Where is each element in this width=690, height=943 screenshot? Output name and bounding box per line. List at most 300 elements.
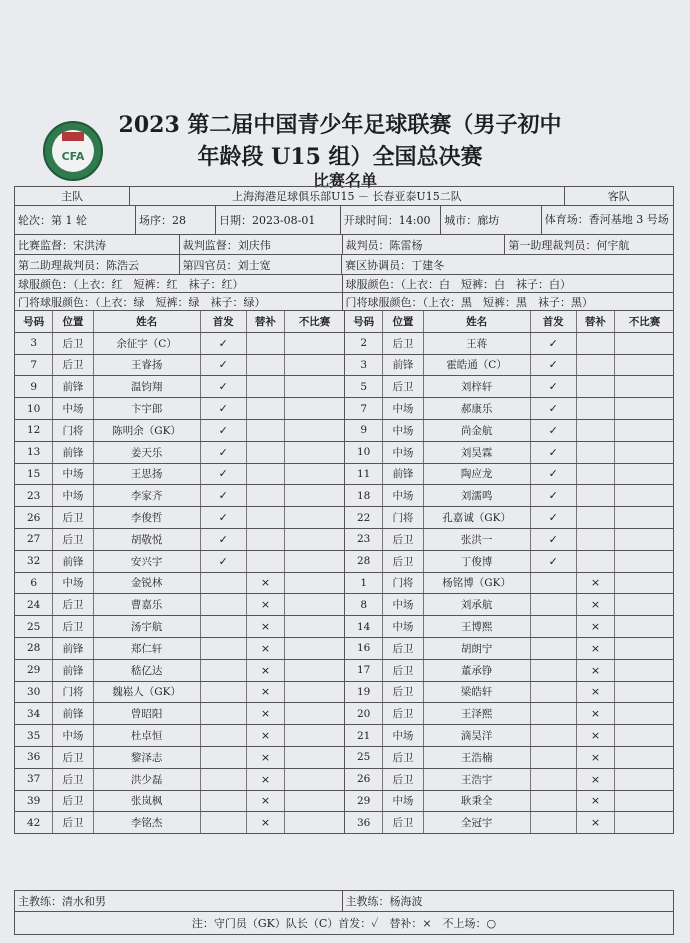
not-playing-mark-cell [285, 725, 344, 746]
player-number: 26 [345, 769, 383, 790]
table-row [14, 791, 674, 813]
player-position: 后卫 [383, 682, 423, 703]
player-name: 刘梓轩 [424, 376, 531, 397]
player-position: 前锋 [53, 442, 93, 463]
home-player [15, 573, 345, 594]
player-number: 39 [15, 791, 53, 812]
cross-icon: × [590, 816, 601, 830]
player-number: 32 [15, 551, 53, 572]
table-row [14, 551, 674, 573]
starter-mark-cell [201, 638, 247, 659]
player-position: 后卫 [53, 594, 93, 615]
player-number: 37 [15, 769, 53, 790]
starter-mark-cell [531, 507, 577, 528]
away-player [345, 812, 674, 833]
col-number: 号码 [15, 311, 53, 332]
player-name: 陈明余（GK） [94, 420, 201, 441]
player-position: 前锋 [53, 703, 93, 724]
check-icon: ✓ [548, 489, 558, 503]
not-playing-mark-cell [285, 573, 344, 594]
player-position: 门将 [53, 420, 93, 441]
starter-mark-cell [201, 333, 247, 354]
check-icon: ✓ [548, 402, 558, 416]
starter-mark-cell [201, 660, 247, 681]
home-player [15, 464, 345, 485]
player-name: 温钧翔 [94, 376, 201, 397]
substitute-mark-cell [247, 507, 285, 528]
player-position: 前锋 [53, 638, 93, 659]
player-position: 前锋 [53, 376, 93, 397]
col-substitute: 替补 [247, 311, 285, 332]
cross-icon: × [590, 794, 601, 808]
starter-mark-cell [201, 485, 247, 506]
player-number: 28 [15, 638, 53, 659]
substitute-mark-cell [577, 442, 615, 463]
player-position: 中场 [383, 442, 423, 463]
player-position: 中场 [53, 725, 93, 746]
player-name: 董承铮 [424, 660, 531, 681]
home-kit: 球服颜色：（上衣：红 短裤：红 袜子：红） [15, 275, 343, 292]
home-gk-kit: 门将球服颜色：（上衣：绿 短裤：绿 袜子：绿） [15, 293, 343, 310]
player-name: 曾昭阳 [94, 703, 201, 724]
player-number: 42 [15, 812, 53, 833]
player-position: 后卫 [53, 769, 93, 790]
check-icon: ✓ [548, 336, 558, 350]
player-name: 胡朗宁 [424, 638, 531, 659]
home-player [15, 682, 345, 703]
cross-icon: × [260, 729, 271, 743]
substitute-mark-cell [247, 551, 285, 572]
cross-icon: × [590, 663, 601, 677]
cross-icon: × [260, 772, 271, 786]
player-name: 霍皓通（C） [424, 355, 531, 376]
player-position: 中场 [53, 398, 93, 419]
player-name: 魏崧人（GK） [94, 682, 201, 703]
player-position: 中场 [383, 616, 423, 637]
not-playing-mark-cell [615, 616, 674, 637]
player-name: 李俊哲 [94, 507, 201, 528]
title-line-1: 2023 第二届中国青少年足球联赛（男子初中 [118, 112, 562, 138]
player-position: 中场 [383, 594, 423, 615]
substitute-mark-cell [577, 573, 615, 594]
home-player [15, 638, 345, 659]
player-position: 后卫 [383, 660, 423, 681]
col-not-playing: 不比赛 [298, 315, 331, 328]
player-name: 卞宇郎 [94, 398, 201, 419]
player-position: 门将 [53, 682, 93, 703]
check-icon: ✓ [218, 467, 228, 481]
cross-icon: × [590, 750, 601, 764]
away-player [345, 551, 674, 572]
substitute-mark-cell [577, 791, 615, 812]
substitute-mark-cell [577, 333, 615, 354]
subtitle: 比赛名单 [312, 171, 377, 190]
player-number: 10 [345, 442, 383, 463]
check-icon: ✓ [548, 554, 558, 568]
player-name: 曹嘉乐 [94, 594, 201, 615]
starter-mark-cell [531, 616, 577, 637]
table-row [14, 442, 674, 464]
home-player [15, 812, 345, 833]
matchup: 上海海港足球俱乐部U15 － 长春亚泰U15二队 [130, 187, 564, 205]
substitute-mark-cell [577, 812, 615, 833]
player-position: 中场 [383, 725, 423, 746]
not-playing-mark-cell [615, 594, 674, 615]
not-playing-mark-cell [285, 420, 344, 441]
starter-mark-cell [531, 398, 577, 419]
player-number: 23 [345, 529, 383, 550]
player-name: 汤宇航 [94, 616, 201, 637]
starter-mark-cell [531, 638, 577, 659]
starter-mark-cell [201, 376, 247, 397]
table-row [14, 485, 674, 507]
not-playing-mark-cell [285, 747, 344, 768]
starter-mark-cell [201, 442, 247, 463]
away-coach: 主教练：杨海波 [345, 895, 423, 908]
home-player [15, 398, 345, 419]
player-number: 25 [345, 747, 383, 768]
substitute-mark-cell [577, 616, 615, 637]
check-icon: ✓ [548, 380, 558, 394]
assistant-referee-1: 第一助理裁判员：何宇航 [508, 238, 630, 252]
col-starter: 首发 [531, 311, 577, 332]
starter-mark-cell [531, 464, 577, 485]
player-number: 35 [15, 725, 53, 746]
not-playing-mark-cell [285, 616, 344, 637]
player-position: 后卫 [383, 529, 423, 550]
player-position: 后卫 [53, 529, 93, 550]
not-playing-mark-cell [285, 507, 344, 528]
not-playing-mark-cell [615, 769, 674, 790]
home-player [15, 442, 345, 463]
starter-mark-cell [531, 725, 577, 746]
substitute-mark-cell [247, 529, 285, 550]
sheet-table [14, 186, 674, 834]
date: 日期：2023-08-01 [216, 206, 341, 234]
not-playing-mark-cell [285, 333, 344, 354]
substitute-mark-cell [247, 333, 285, 354]
not-playing-mark-cell [615, 442, 674, 463]
player-name: 姜天乐 [94, 442, 201, 463]
player-position: 前锋 [53, 660, 93, 681]
match-no: 场序：28 [136, 206, 216, 234]
substitute-mark-cell [247, 485, 285, 506]
player-number: 8 [345, 594, 383, 615]
player-position: 中场 [53, 464, 93, 485]
player-position: 中场 [383, 420, 423, 441]
city: 城市：廊坊 [441, 206, 541, 234]
check-icon: ✓ [548, 532, 558, 546]
starter-mark-cell [531, 791, 577, 812]
cross-icon: × [260, 707, 271, 721]
substitute-mark-cell [247, 812, 285, 833]
player-name: 刘濡鸣 [424, 485, 531, 506]
fourth-official: 第四官员：刘士宽 [180, 255, 343, 274]
logo-text: CFA [61, 150, 85, 163]
away-label: 客队 [607, 190, 630, 203]
cross-icon: × [260, 663, 271, 677]
away-player [345, 420, 674, 441]
not-playing-mark-cell [285, 660, 344, 681]
col-name: 姓名 [424, 311, 531, 332]
cross-icon: × [590, 641, 601, 655]
home-player [15, 355, 345, 376]
substitute-mark-cell [577, 507, 615, 528]
player-number: 34 [15, 703, 53, 724]
player-position: 中场 [383, 398, 423, 419]
away-player [345, 507, 674, 528]
not-playing-mark-cell [285, 485, 344, 506]
starter-mark-cell [201, 812, 247, 833]
not-playing-mark-cell [615, 398, 674, 419]
not-playing-mark-cell [285, 355, 344, 376]
not-playing-mark-cell [615, 573, 674, 594]
substitute-mark-cell [247, 660, 285, 681]
player-position: 后卫 [53, 747, 93, 768]
table-row [14, 682, 674, 704]
home-player [15, 769, 345, 790]
substitute-mark-cell [577, 660, 615, 681]
cross-icon: × [260, 816, 271, 830]
player-number: 30 [15, 682, 53, 703]
player-name: 金锐林 [94, 573, 201, 594]
player-number: 9 [345, 420, 383, 441]
not-playing-mark-cell [285, 529, 344, 550]
check-icon: ✓ [218, 402, 228, 416]
player-name: 孔嘉诚（GK） [424, 507, 531, 528]
starter-mark-cell [201, 551, 247, 572]
player-number: 15 [15, 464, 53, 485]
home-player [15, 660, 345, 681]
substitute-mark-cell [247, 573, 285, 594]
col-not-playing: 不比赛 [628, 315, 661, 328]
starter-mark-cell [531, 812, 577, 833]
player-position: 中场 [53, 573, 93, 594]
starter-mark-cell [531, 573, 577, 594]
starter-mark-cell [201, 573, 247, 594]
not-playing-mark-cell [615, 682, 674, 703]
check-icon: ✓ [218, 511, 228, 525]
substitute-mark-cell [577, 464, 615, 485]
not-playing-mark-cell [615, 333, 674, 354]
player-position: 后卫 [383, 638, 423, 659]
away-player [345, 398, 674, 419]
starter-mark-cell [531, 485, 577, 506]
starter-mark-cell [201, 355, 247, 376]
col-position: 位置 [53, 311, 93, 332]
check-icon: ✓ [548, 467, 558, 481]
round-row [14, 206, 674, 235]
away-player [345, 791, 674, 812]
player-number: 5 [345, 376, 383, 397]
player-position: 后卫 [383, 769, 423, 790]
legend-note: 注：守门员（GK）队长（C）首发：✓ 替补：× 不上场：○ [191, 917, 497, 930]
substitute-mark-cell [577, 398, 615, 419]
starter-mark-cell [531, 420, 577, 441]
player-number: 18 [345, 485, 383, 506]
away-player [345, 594, 674, 615]
player-name: 王浩宇 [424, 769, 531, 790]
player-position: 门将 [383, 507, 423, 528]
starter-mark-cell [531, 333, 577, 354]
cross-icon: × [260, 641, 271, 655]
table-row [14, 660, 674, 682]
substitute-mark-cell [247, 725, 285, 746]
away-gk-kit: 门将球服颜色：（上衣：黑 短裤：黑 袜子：黑） [345, 295, 594, 309]
check-icon: ✓ [548, 511, 558, 525]
substitute-mark-cell [247, 616, 285, 637]
player-position: 中场 [383, 791, 423, 812]
kit-row-2 [14, 293, 674, 311]
player-number: 24 [15, 594, 53, 615]
not-playing-mark-cell [615, 529, 674, 550]
player-number: 25 [15, 616, 53, 637]
player-number: 29 [345, 791, 383, 812]
table-row [14, 333, 674, 355]
not-playing-mark-cell [285, 551, 344, 572]
starter-mark-cell [201, 464, 247, 485]
substitute-mark-cell [247, 791, 285, 812]
not-playing-mark-cell [615, 355, 674, 376]
starter-mark-cell [201, 747, 247, 768]
player-number: 12 [15, 420, 53, 441]
home-header [15, 311, 345, 332]
col-starter: 首发 [201, 311, 247, 332]
starter-mark-cell [531, 355, 577, 376]
home-player [15, 376, 345, 397]
away-player [345, 376, 674, 397]
kickoff: 开球时间：14:00 [341, 206, 441, 234]
not-playing-mark-cell [615, 376, 674, 397]
referee: 裁判员：陈雷杨 [343, 235, 506, 254]
starter-mark-cell [201, 594, 247, 615]
starter-mark-cell [201, 769, 247, 790]
cross-icon: × [260, 598, 271, 612]
player-name: 王思扬 [94, 464, 201, 485]
round: 轮次：第 1 轮 [15, 206, 136, 234]
substitute-mark-cell [577, 376, 615, 397]
away-player [345, 333, 674, 354]
check-icon: ✓ [548, 423, 558, 437]
not-playing-mark-cell [615, 638, 674, 659]
table-row [14, 638, 674, 660]
player-number: 11 [345, 464, 383, 485]
substitute-mark-cell [577, 638, 615, 659]
not-playing-mark-cell [285, 682, 344, 703]
away-player [345, 769, 674, 790]
away-player [345, 442, 674, 463]
away-header [345, 311, 674, 332]
player-number: 22 [345, 507, 383, 528]
table-row [14, 812, 674, 834]
home-player [15, 485, 345, 506]
cross-icon: × [590, 620, 601, 634]
not-playing-mark-cell [615, 485, 674, 506]
check-icon: ✓ [548, 358, 558, 372]
col-position: 位置 [383, 311, 423, 332]
check-icon: ✓ [218, 380, 228, 394]
player-name: 王蒋 [424, 333, 531, 354]
not-playing-mark-cell [615, 747, 674, 768]
not-playing-mark-cell [615, 812, 674, 833]
home-player [15, 594, 345, 615]
home-player [15, 507, 345, 528]
not-playing-mark-cell [615, 703, 674, 724]
coordinator: 赛区协调员：丁建冬 [345, 258, 445, 272]
substitute-mark-cell [577, 355, 615, 376]
not-playing-mark-cell [285, 812, 344, 833]
home-label: 主队 [15, 187, 130, 205]
home-player [15, 529, 345, 550]
player-position: 后卫 [383, 333, 423, 354]
player-name: 王浩楠 [424, 747, 531, 768]
player-position: 门将 [383, 573, 423, 594]
home-player [15, 420, 345, 441]
player-number: 13 [15, 442, 53, 463]
starter-mark-cell [531, 769, 577, 790]
check-icon: ✓ [218, 336, 228, 350]
starter-mark-cell [531, 682, 577, 703]
starter-mark-cell [531, 551, 577, 572]
player-position: 中场 [383, 485, 423, 506]
starter-mark-cell [531, 529, 577, 550]
home-player [15, 333, 345, 354]
player-position: 后卫 [383, 551, 423, 572]
not-playing-mark-cell [615, 660, 674, 681]
col-substitute: 替补 [577, 311, 615, 332]
player-number: 36 [15, 747, 53, 768]
player-name: 尚金航 [424, 420, 531, 441]
check-icon: ✓ [218, 423, 228, 437]
player-name: 胡敬悦 [94, 529, 201, 550]
starter-mark-cell [201, 529, 247, 550]
substitute-mark-cell [577, 682, 615, 703]
player-number: 9 [15, 376, 53, 397]
substitute-mark-cell [577, 725, 615, 746]
substitute-mark-cell [247, 747, 285, 768]
starter-mark-cell [531, 660, 577, 681]
not-playing-mark-cell [285, 791, 344, 812]
substitute-mark-cell [577, 769, 615, 790]
player-position: 后卫 [383, 703, 423, 724]
away-player [345, 660, 674, 681]
player-position: 后卫 [53, 333, 93, 354]
table-row [14, 420, 674, 442]
starter-mark-cell [201, 398, 247, 419]
substitute-mark-cell [247, 464, 285, 485]
player-number: 7 [15, 355, 53, 376]
team-label-row [14, 186, 674, 206]
check-icon: ✓ [548, 445, 558, 459]
not-playing-mark-cell [285, 442, 344, 463]
away-player [345, 725, 674, 746]
assistant-referee-2: 第二助理裁判员：陈浩云 [15, 255, 180, 274]
player-number: 2 [345, 333, 383, 354]
table-row [14, 376, 674, 398]
player-number: 17 [345, 660, 383, 681]
player-number: 3 [345, 355, 383, 376]
substitute-mark-cell [247, 398, 285, 419]
player-number: 3 [15, 333, 53, 354]
roster-body [14, 333, 674, 834]
player-position: 中场 [53, 485, 93, 506]
starter-mark-cell [531, 747, 577, 768]
player-name: 耿秉全 [424, 791, 531, 812]
table-row [14, 464, 674, 486]
table-row [14, 725, 674, 747]
starter-mark-cell [201, 420, 247, 441]
not-playing-mark-cell [285, 398, 344, 419]
